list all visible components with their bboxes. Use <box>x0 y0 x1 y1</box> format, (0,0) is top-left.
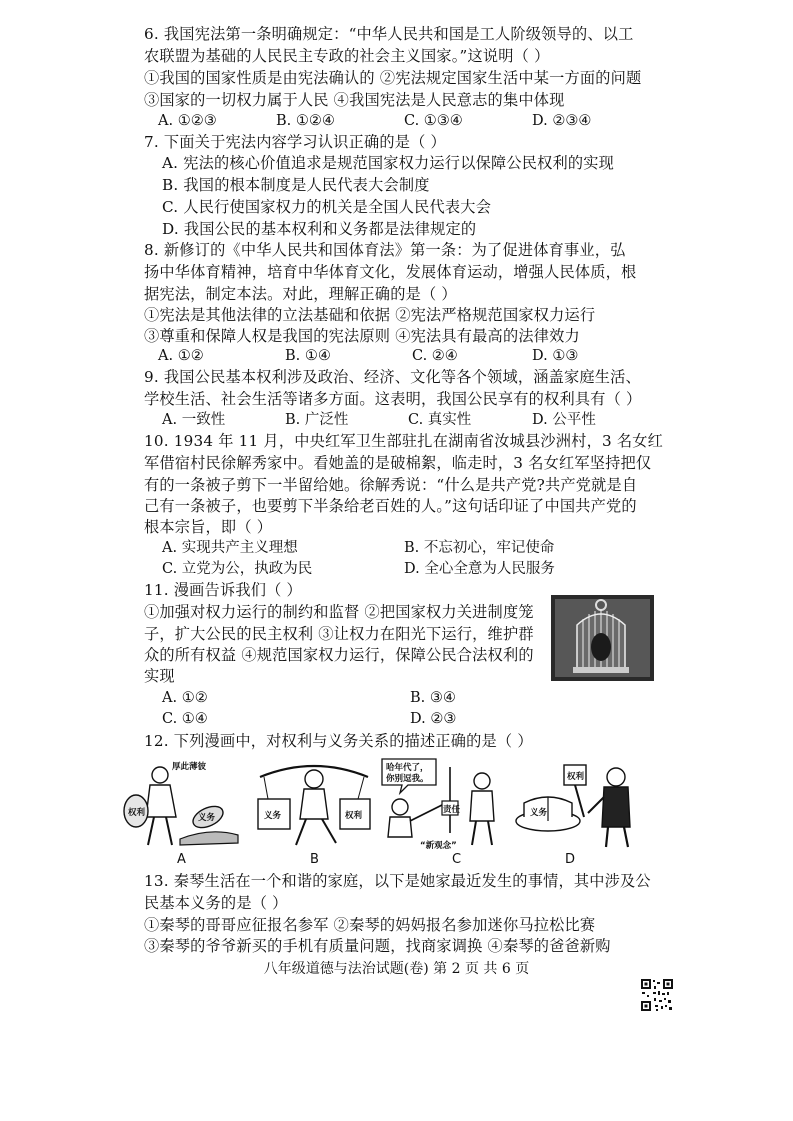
q12-stem: 12. 下列漫画中，对权利与义务关系的描述正确的是（ ） <box>144 732 533 750</box>
q9-line-2: 学校生活、社会生活等诸多方面。这表明，我国公民享有的权利具有（ ） <box>144 390 642 408</box>
q13-line-2: 民基本义务的是（ ） <box>144 894 288 912</box>
q9-option-c: C. 真实性 <box>408 412 472 428</box>
q10-line-1: 10. 1934 年 11 月，中央红军卫生部驻扎在湖南省汝城县沙洲村，3 名女红 <box>144 432 664 450</box>
q11-line-2: ①加强对权力运行的制约和监督 ②把国家权力关进制度笼 <box>144 603 534 621</box>
q10-option-a: A. 实现共产主义理想 <box>162 540 298 556</box>
q12-comic-d-cake: 义务 <box>530 808 548 818</box>
q11-cartoon-power-cage <box>551 595 654 681</box>
q12-comic-a-bag-right: 义务 <box>198 813 216 823</box>
q11-option-b: B. ③④ <box>410 690 456 706</box>
q11-option-a: A. ①② <box>162 690 208 706</box>
q8-line-4: ①宪法是其他法律的立法基础和依据 ②宪法严格规范国家权力运行 <box>144 306 596 324</box>
q8-option-b: B. ①④ <box>285 348 331 364</box>
q6-line-2: 农联盟为基础的人民民主专政的社会主义国家。”这说明（ ） <box>144 47 550 65</box>
q10-line-3: 有的一条被子剪下一半留给她。徐解秀说：“什么是共产党?共产党就是自 <box>144 476 638 494</box>
q10-option-c: C. 立党为公，执政为民 <box>162 561 313 577</box>
q10-line-2: 军借宿村民徐解秀家中。看她盖的是破棉絮，临走时，3 名女红军坚持把仅 <box>144 454 652 472</box>
q6-line-1: 6. 我国宪法第一条明确规定：“中华人民共和国是工人阶级领导的、以工 <box>144 25 634 43</box>
q8-line-2: 扬中华体育精神，培育中华体育文化，发展体育运动，增强人民体质，根 <box>144 263 637 281</box>
q12-label-c: C <box>452 852 462 867</box>
q6-option-a: A. ①②③ <box>158 113 217 129</box>
q6-line-3: ①我国的国家性质是由宪法确认的 ②宪法规定国家生活中某一方面的问题 <box>144 69 642 87</box>
page-footer: 八年级道德与法治试题(卷) 第 2 页 共 6 页 <box>263 961 530 977</box>
q12-comic-a-bag-left: 权利 <box>128 808 146 818</box>
q12-label-d: D <box>565 852 576 867</box>
q11-line-5: 实现 <box>144 667 175 685</box>
q8-line-3: 据宪法，制定本法。对此，理解正确的是（ ） <box>144 285 457 303</box>
q12-label-b: B <box>310 852 319 867</box>
q9-option-b: B. 广泛性 <box>285 412 349 428</box>
q12-comic-d <box>510 757 638 849</box>
q6-option-b: B. ①②④ <box>276 113 335 129</box>
q8-line-1: 8. 新修订的《中华人民共和国体育法》第一条：为了促进体育事业，弘 <box>144 241 626 259</box>
q6-option-d: D. ②③④ <box>532 113 592 129</box>
q7-option-b: B. 我国的根本制度是人民代表大会制度 <box>162 176 430 194</box>
q13-line-1: 13. 秦琴生活在一个和谐的家庭，以下是她家最近发生的事情，其中涉及公 <box>144 872 651 890</box>
q9-option-a: A. 一致性 <box>162 412 226 428</box>
q12-comic-c-bubble-line-1: 哈年代了， <box>386 763 429 773</box>
q11-option-d: D. ②③ <box>410 711 457 727</box>
q8-line-5: ③尊重和保障人权是我国的宪法原则 ④宪法具有最高的法律效力 <box>144 327 580 345</box>
q12-comic-a <box>120 757 248 849</box>
q11-line-3: 子，扩大公民的民主权利 ③让权力在阳光下运行，维护群 <box>144 625 534 643</box>
q9-line-1: 9. 我国公民基本权利涉及政治、经济、文化等各个领域，涵盖家庭生活、 <box>144 368 641 386</box>
q9-option-d: D. 公平性 <box>532 412 596 428</box>
q12-comic-c-sign: 责任 <box>443 805 461 815</box>
q8-option-c: C. ②④ <box>412 348 458 364</box>
q10-line-5: 根本宗旨，即（ ） <box>144 518 273 536</box>
q11-option-c: C. ①④ <box>162 711 208 727</box>
q12-comic-d-sign: 权利 <box>567 772 585 782</box>
q13-line-4: ③秦琴的爷爷新买的手机有质量问题，找商家调换 ④秦琴的爸爸新购 <box>144 937 611 955</box>
q7-stem: 7. 下面关于宪法内容学习认识正确的是（ ） <box>144 133 446 151</box>
q7-option-d: D. 我国公民的基本权利和义务都是法律规定的 <box>162 220 477 238</box>
q12-comic-a-caption: 厚此薄彼 <box>172 762 207 772</box>
q13-line-3: ①秦琴的哥哥应征报名参军 ②秦琴的妈妈报名参加迷你马拉松比赛 <box>144 916 596 934</box>
q12-comic-b <box>254 757 374 849</box>
qr-code-icon <box>640 978 674 1012</box>
q12-comic-c <box>378 755 508 851</box>
q12-comic-b-right: 权利 <box>345 811 363 821</box>
q6-option-c: C. ①③④ <box>404 113 463 129</box>
q11-line-4: 众的所有权益 ④规范国家权力运行，保障公民合法权利的 <box>144 646 534 664</box>
q10-line-4: 己有一条被子，也要剪下半条给老百姓的人。”这句话印证了中国共产党的 <box>144 497 637 515</box>
q12-comic-c-bubble-line-2: 你别逗我。 <box>386 774 429 784</box>
q12-label-a: A <box>177 852 186 867</box>
q7-option-a: A. 宪法的核心价值追求是规范国家权力运行以保障公民权利的实现 <box>162 154 615 172</box>
q7-option-c: C. 人民行使国家权力的机关是全国人民代表大会 <box>162 198 492 216</box>
q8-option-a: A. ①② <box>158 348 204 364</box>
q6-line-4: ③国家的一切权力属于人民 ④我国宪法是人民意志的集中体现 <box>144 91 565 109</box>
q10-option-b: B. 不忘初心，牢记使命 <box>404 540 555 556</box>
q11-line-1: 11. 漫画告诉我们（ ） <box>144 581 302 599</box>
q12-comic-c-caption: “新观念” <box>420 841 457 851</box>
q8-option-d: D. ①③ <box>532 348 579 364</box>
q12-comic-b-left: 义务 <box>264 811 282 821</box>
q10-option-d: D. 全心全意为人民服务 <box>404 561 555 577</box>
